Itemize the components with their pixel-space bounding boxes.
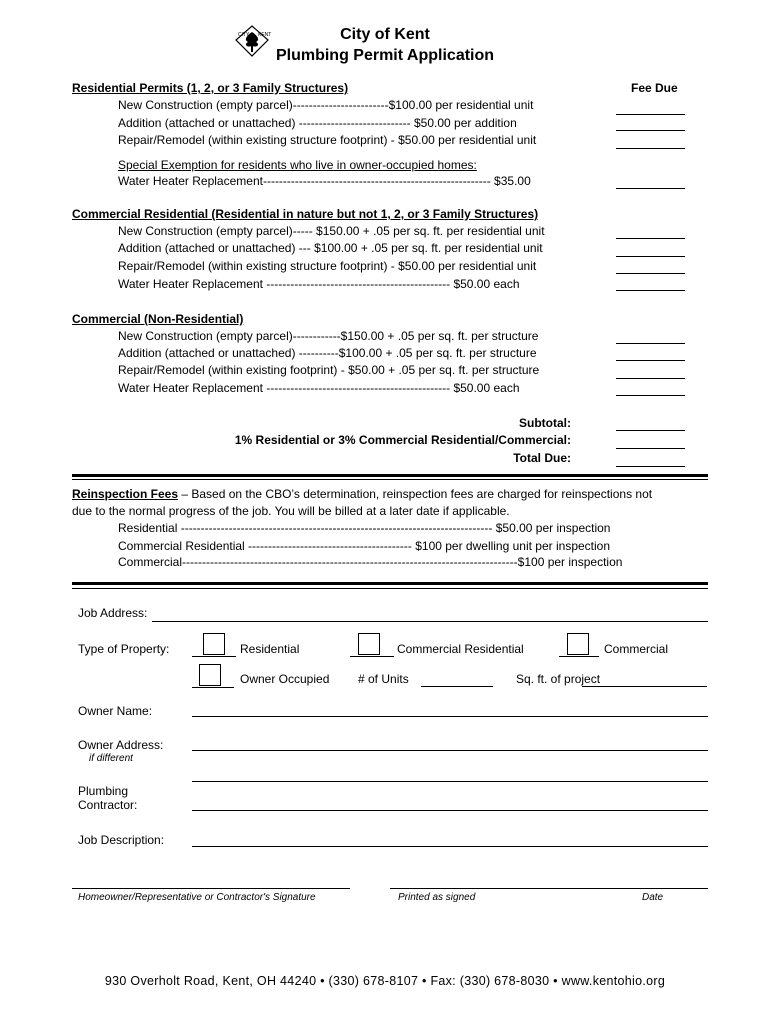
- reinspection-row: Commercial------------------------------------------------------------------------------------$100 per inspection: [118, 555, 623, 569]
- divider: [72, 474, 708, 477]
- job-description-field[interactable]: [192, 846, 708, 847]
- percent-field[interactable]: [616, 448, 685, 449]
- commercial-residential-row: Addition (attached or unattached) --- $100.00 + .05 per sq. ft. per residential unit: [118, 241, 543, 255]
- divider: [72, 479, 708, 480]
- total-field[interactable]: [616, 466, 685, 467]
- units-field[interactable]: [421, 686, 493, 687]
- signature-label: Homeowner/Representative or Contractor's Signature: [78, 892, 316, 903]
- plumbing-label: Plumbing: [78, 784, 129, 798]
- units-label: # of Units: [358, 672, 409, 686]
- checkbox-underline: [192, 687, 234, 688]
- fee-field[interactable]: [616, 148, 685, 149]
- signature-field[interactable]: [72, 888, 350, 889]
- residential-row: Repair/Remodel (within existing structure footprint) - $50.00 per residential unit: [118, 133, 537, 147]
- fee-field[interactable]: [616, 188, 685, 189]
- commercial-row: Addition (attached or unattached) ----------$100.00 + .05 per sq. ft. per structure: [118, 346, 537, 360]
- job-address-field[interactable]: [152, 621, 708, 622]
- printed-label: Printed as signed: [398, 892, 476, 903]
- residential-heading: Residential Permits (1, 2, or 3 Family Structures): [72, 81, 349, 95]
- subtotal-field[interactable]: [616, 430, 685, 431]
- residential-row: Addition (attached or unattached) ---------------------------- $50.00 per addition: [118, 116, 517, 130]
- printed-name-field[interactable]: [390, 888, 708, 889]
- commercial-residential-row: Repair/Remodel (within existing structure footprint) - $50.00 per residential unit: [118, 259, 537, 273]
- residential-row: New Construction (empty parcel)------------------------$100.00 per residential unit: [118, 98, 534, 112]
- fee-field[interactable]: [616, 290, 685, 291]
- owner-occupied-checkbox[interactable]: [199, 664, 221, 686]
- commercial-residential-heading: Commercial Residential (Residential in nature but not 1, 2, or 3 Family Structures): [72, 207, 539, 221]
- exemption-heading: Special Exemption for residents who live in owner-occupied homes:: [118, 158, 477, 172]
- if-different-note: if different: [89, 753, 133, 764]
- commercial-residential-row: Water Heater Replacement ---------------------------------------------- $50.00 each: [118, 277, 520, 291]
- fee-field[interactable]: [616, 360, 685, 361]
- svg-text:KENT: KENT: [258, 32, 272, 38]
- contractor-label: Contractor:: [78, 798, 138, 812]
- subtotal-label: Subtotal:: [519, 416, 571, 430]
- fee-field[interactable]: [616, 238, 685, 239]
- reinspection-line: [72, 487, 652, 501]
- owner-occupied-label: Owner Occupied: [240, 672, 330, 686]
- sqft-label: Sq. ft. of project: [516, 672, 601, 686]
- percent-label: 1% Residential or 3% Commercial Residential/Commercial:: [234, 433, 571, 447]
- total-label: Total Due:: [513, 451, 571, 465]
- commercial-row: Repair/Remodel (within existing footprint) - $50.00 + .05 per sq. ft. per structure: [118, 363, 540, 377]
- checkbox-underline: [350, 656, 394, 657]
- commercial-heading: Commercial (Non-Residential): [72, 312, 244, 326]
- owner-address-field[interactable]: [192, 750, 708, 751]
- divider: [72, 588, 708, 589]
- checkbox-underline: [192, 656, 236, 657]
- divider: [72, 582, 708, 585]
- fee-field[interactable]: [616, 343, 685, 344]
- residential-option-label: Residential: [240, 642, 300, 656]
- city-title: City of Kent: [340, 26, 430, 43]
- fee-field[interactable]: [616, 114, 685, 115]
- commercial-row: Water Heater Replacement ---------------------------------------------- $50.00 each: [118, 381, 520, 395]
- commercial-checkbox[interactable]: [567, 633, 589, 655]
- owner-address-label: Owner Address:: [78, 738, 164, 752]
- fee-field[interactable]: [616, 273, 685, 274]
- commercial-row: New Construction (empty parcel)------------$150.00 + .05 per sq. ft. per structure: [118, 329, 539, 343]
- reinspection-row: Commercial Residential ----------------------------------------- $100 per dwelling unit per inspection: [118, 539, 611, 553]
- fee-field[interactable]: [616, 256, 685, 257]
- water-heater-row: Water Heater Replacement--------------------------------------------------------- $35.00: [118, 174, 531, 188]
- checkbox-underline: [559, 656, 599, 657]
- job-description-label: Job Description:: [78, 833, 165, 847]
- owner-address-field-2[interactable]: [192, 781, 708, 782]
- reinspection-text: – Based on the CBO’s determination, reinspection fees are charged for reinspections not: [178, 487, 653, 501]
- plumbing-contractor-field[interactable]: [192, 810, 708, 811]
- fee-field[interactable]: [616, 378, 685, 379]
- job-address-label: Job Address:: [78, 606, 148, 620]
- type-of-property-label: Type of Property:: [78, 642, 170, 656]
- fee-due-heading: Fee Due: [631, 81, 678, 95]
- commercial-residential-row: New Construction (empty parcel)----- $150.00 + .05 per sq. ft. per residential unit: [118, 224, 545, 238]
- owner-name-label: Owner Name:: [78, 704, 153, 718]
- date-label: Date: [642, 892, 664, 903]
- form-title: Plumbing Permit Application: [275, 47, 495, 64]
- fee-field[interactable]: [616, 395, 685, 396]
- svg-text:CITY: CITY: [238, 32, 250, 38]
- footer-contact: 930 Overholt Road, Kent, OH 44240 • (330) 678-8107 • Fax: (330) 678-8030 • www.kentohio.org: [104, 974, 666, 988]
- reinspection-text-2: due to the normal progress of the job. You will be billed at a later date if applicable.: [72, 504, 510, 518]
- fee-field[interactable]: [616, 130, 685, 131]
- commercial-residential-checkbox[interactable]: [358, 633, 380, 655]
- reinspection-title: Reinspection Fees: [72, 487, 179, 501]
- commercial-option-label: Commercial: [604, 642, 669, 656]
- reinspection-row: Residential ------------------------------------------------------------------------------ $50.00 per inspection: [118, 521, 611, 535]
- owner-name-field[interactable]: [192, 716, 708, 717]
- commercial-residential-option-label: Commercial Residential: [397, 642, 524, 656]
- sqft-field[interactable]: [582, 686, 707, 687]
- residential-checkbox[interactable]: [203, 633, 225, 655]
